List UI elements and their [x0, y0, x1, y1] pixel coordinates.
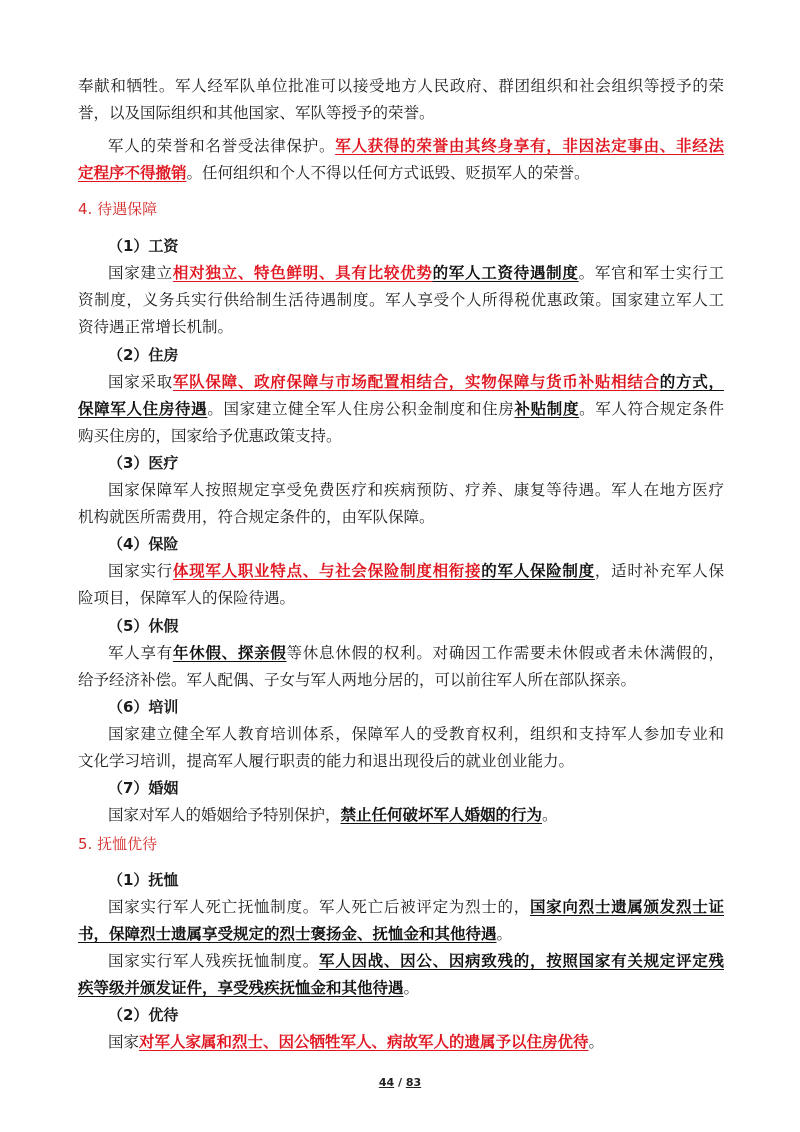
total-pages: 83: [405, 1076, 422, 1089]
page-separator: /: [394, 1076, 406, 1089]
paragraph-line: 国家实行体现军人职业特点、与社会保险制度相衔接的军人保险制度，适时补充军人保: [108, 561, 724, 580]
paragraph-line: 国家采取军队保障、政府保障与市场配置相结合，实物保障与货币补贴相结合的方式，: [108, 372, 724, 391]
subsection-heading: （2）优待: [108, 1006, 179, 1024]
subsection-heading: （6）培训: [108, 698, 179, 716]
paragraph-line: 国家对军人的婚姻给予特别保护，禁止任何破坏军人婚姻的行为。: [108, 805, 558, 824]
subsection-heading: （4）保险: [108, 535, 179, 553]
subsection-heading: （2）住房: [108, 346, 179, 364]
paragraph-line: 文化学习培训，提高军人履行职责的能力和退出现役后的就业创业能力。: [78, 752, 575, 770]
paragraph-line: 国家对军人家属和烈士、因公牺牲军人、病故军人的遗属予以住房优待。: [108, 1032, 605, 1051]
paragraph-line: 疾等级并颁发证件，享受残疾抚恤金和其他待遇。: [78, 978, 420, 997]
paragraph-line: 国家建立健全军人教育培训体系，保障军人的受教育权利，组织和支持军人参加专业和: [108, 725, 724, 743]
paragraph-line: 军人享有年休假、探亲假等休息休假的权利。对确因工作需要未休假或者未休满假的，: [108, 643, 724, 662]
current-page: 44: [378, 1076, 395, 1089]
paragraph-line: 誉，以及国际组织和其他国家、军队等授予的荣誉。: [78, 104, 435, 122]
section-heading: 4. 待遇保障: [78, 200, 158, 218]
paragraph-line: 机构就医所需费用，符合规定条件的，由军队保障。: [78, 508, 435, 526]
subsection-heading: （7）婚姻: [108, 779, 179, 797]
subsection-heading: （1）抚恤: [108, 871, 179, 889]
paragraph-line: 国家实行军人死亡抚恤制度。军人死亡后被评定为烈士的，国家向烈士遗属颁发烈士证: [108, 897, 724, 916]
page-number: [0, 1076, 800, 1089]
paragraph-line: 书，保障烈士遗属享受规定的烈士褒扬金、抚恤金和其他待遇。: [78, 924, 513, 943]
subsection-heading: （1）工资: [108, 237, 179, 255]
paragraph-line: 军人的荣誉和名誉受法律保护。军人获得的荣誉由其终身享有，非因法定事由、非经法: [108, 136, 724, 155]
paragraph-line: 购买住房的，国家给予优惠政策支持。: [78, 427, 342, 445]
paragraph-line: 奉献和牺牲。军人经军队单位批准可以接受地方人民政府、群团组织和社会组织等授予的荣: [78, 77, 724, 95]
subsection-heading: （5）休假: [108, 617, 179, 635]
subsection-heading: （3）医疗: [108, 454, 179, 472]
paragraph-line: 定程序不得撤销。任何组织和个人不得以任何方式诋毁、贬损军人的荣誉。: [78, 163, 590, 182]
paragraph-line: 资待遇正常增长机制。: [78, 318, 234, 336]
paragraph-line: 资制度，义务兵实行供给制生活待遇制度。军人享受个人所得税优惠政策。国家建立军人工: [78, 291, 724, 309]
paragraph-line: 险项目，保障军人的保险待遇。: [78, 589, 296, 607]
paragraph-line: 国家建立相对独立、特色鲜明、具有比较优势的军人工资待遇制度。军官和军士实行工: [108, 263, 724, 282]
paragraph-line: 国家保障军人按照规定享受免费医疗和疾病预防、疗养、康复等待遇。军人在地方医疗: [108, 481, 724, 499]
paragraph-line: 给予经济补偿。军人配偶、子女与军人两地分居的，可以前往军人所在部队探亲。: [78, 671, 637, 689]
paragraph-line: 国家实行军人残疾抚恤制度。军人因战、因公、因病致残的，按照国家有关规定评定残: [108, 951, 724, 970]
paragraph-line: 保障军人住房待遇。国家建立健全军人住房公积金制度和住房补贴制度。军人符合规定条件: [78, 399, 724, 418]
section-heading: 5. 抚恤优待: [78, 835, 158, 853]
